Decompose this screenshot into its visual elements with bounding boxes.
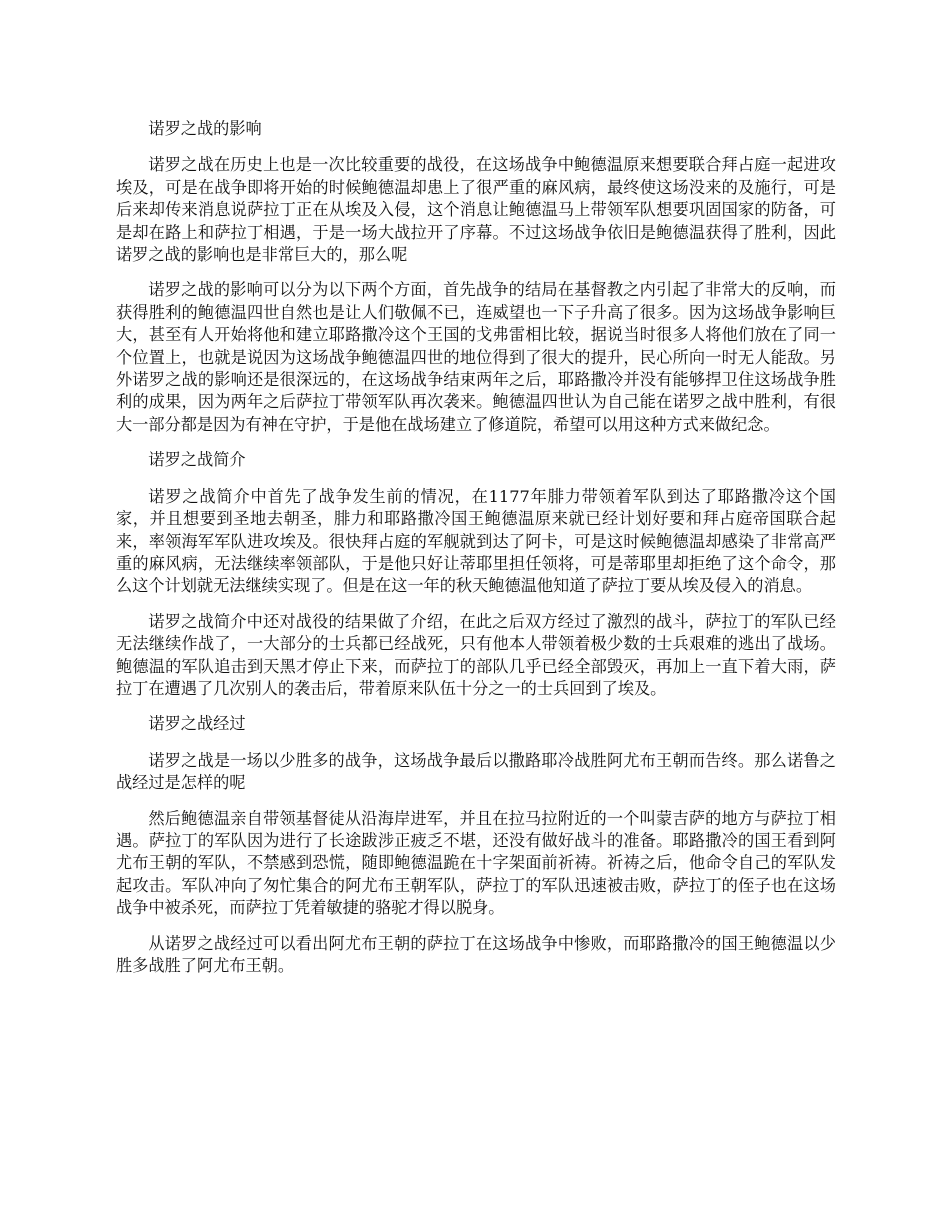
section-heading: 诺罗之战经过 [148,714,246,734]
body-paragraph: 诺罗之战简介中还对战役的结果做了介绍，在此之后双方经过了激烈的战斗，萨拉丁的军队已经无法继续作战了，一大部分的士兵都已经战死，只有他本人带领着极少数的士兵艰难的逃出了战场。鲍德温的军队追击到天黑才停止下来，而萨拉丁的部队几乎已经全部毁灭，再加上一直下着大雨，萨拉丁在遭遇了几次别人的袭击后，带着原来队伍十分之一的士兵回到了埃及。 [116,611,836,698]
body-paragraph: 诺罗之战是一场以少胜多的战争，这场战争最后以撒路耶冷战胜阿尤布王朝而告终。那么诺鲁之战经过是怎样的呢 [116,750,836,793]
document-page [116,118,836,990]
section-heading: 诺罗之战的影响 [148,119,262,138]
body-paragraph: 从诺罗之战经过可以看出阿尤布王朝的萨拉丁在这场战争中惨败，而耶路撒冷的国王鲍德温以少胜多战胜了阿尤布王朝。 [116,933,836,975]
body-paragraph: 诺罗之战的影响可以分为以下两个方面，首先战争的结局在基督教之内引起了非常大的反响，而获得胜利的鲍德温四世自然也是让人们敬佩不已，连威望也一下子升高了很多。因为这场战争影响巨大，甚至有人开始将他和建立耶路撒冷这个王国的戈弗雷相比较，据说当时很多人将他们放在了同一个位置上，也就是说因为这场战争鲍德温四世的地位得到了很大的提升，民心所向一时无人能敌。另外诺罗之战的影响还是很深远的，在这场战争结束两年之后，耶路撒冷并没有能够捍卫住这场战争胜利的成果，因为两年之后萨拉丁带领军队再次袭来。鲍德温四世认为自己能在诺罗之战中胜利，有很大一部分都是因为有神在守护，于是他在战场建立了修道院，希望可以用这种方式来做纪念。 [116,280,836,434]
section-course [116,713,836,977]
section-heading: 诺罗之战简介 [148,450,246,470]
body-paragraph: 诺罗之战简介中首先了战争发生前的情况，在1177年腓力带领着军队到达了耶路撒冷这个国家，并且想要到圣地去朝圣，腓力和耶路撒冷国王鲍德温原来就已经计划好要和拜占庭帝国联合起来，率领海军军队进攻埃及。很快拜占庭的军舰就到达了阿卡，可是这时候鲍德温却感染了非常高严重的麻风病，无法继续率领部队，于是他只好让蒂耶里担任领将，可是蒂耶里却拒绝了这个命令，那么这个计划就无法继续实现了。但是在这一年的秋天鲍德温他知道了萨拉丁要从埃及侵入的消息。 [116,486,836,596]
body-paragraph: 诺罗之战在历史上也是一次比较重要的战役，在这场战争中鲍德温原来想要联合拜占庭一起进攻埃及，可是在战争即将开始的时候鲍德温却患上了很严重的麻风病，最终使这场没来的及施行，可是后来却传来消息说萨拉丁正在从埃及入侵，这个消息让鲍德温马上带领军队想要巩固国家的防备，可是却在路上和萨拉丁相遇，于是一场大战拉开了序幕。不过这场战争依旧是鲍德温获得了胜利，因此诺罗之战的影响也是非常巨大的，那么呢 [116,155,836,265]
section-overview [116,449,836,700]
body-paragraph: 然后鲍德温亲自带领基督徒从沿海岸进军，并且在拉马拉附近的一个叫蒙吉萨的地方与萨拉丁相遇。萨拉丁的军队因为进行了长途跋涉正疲乏不堪，还没有做好战斗的准备。耶路撒冷的国王看到阿尤布王朝的军队，不禁感到恐慌，随即鲍德温跪在十字架面前祈祷。祈祷之后，他命令自己的军队发起攻击。军队冲向了匆忙集合的阿尤布王朝军队，萨拉丁的军队迅速被击败，萨拉丁的侄子也在这场战争中被杀死，而萨拉丁凭着敏捷的骆驼才得以脱身。 [116,808,836,918]
section-influence [116,118,836,436]
